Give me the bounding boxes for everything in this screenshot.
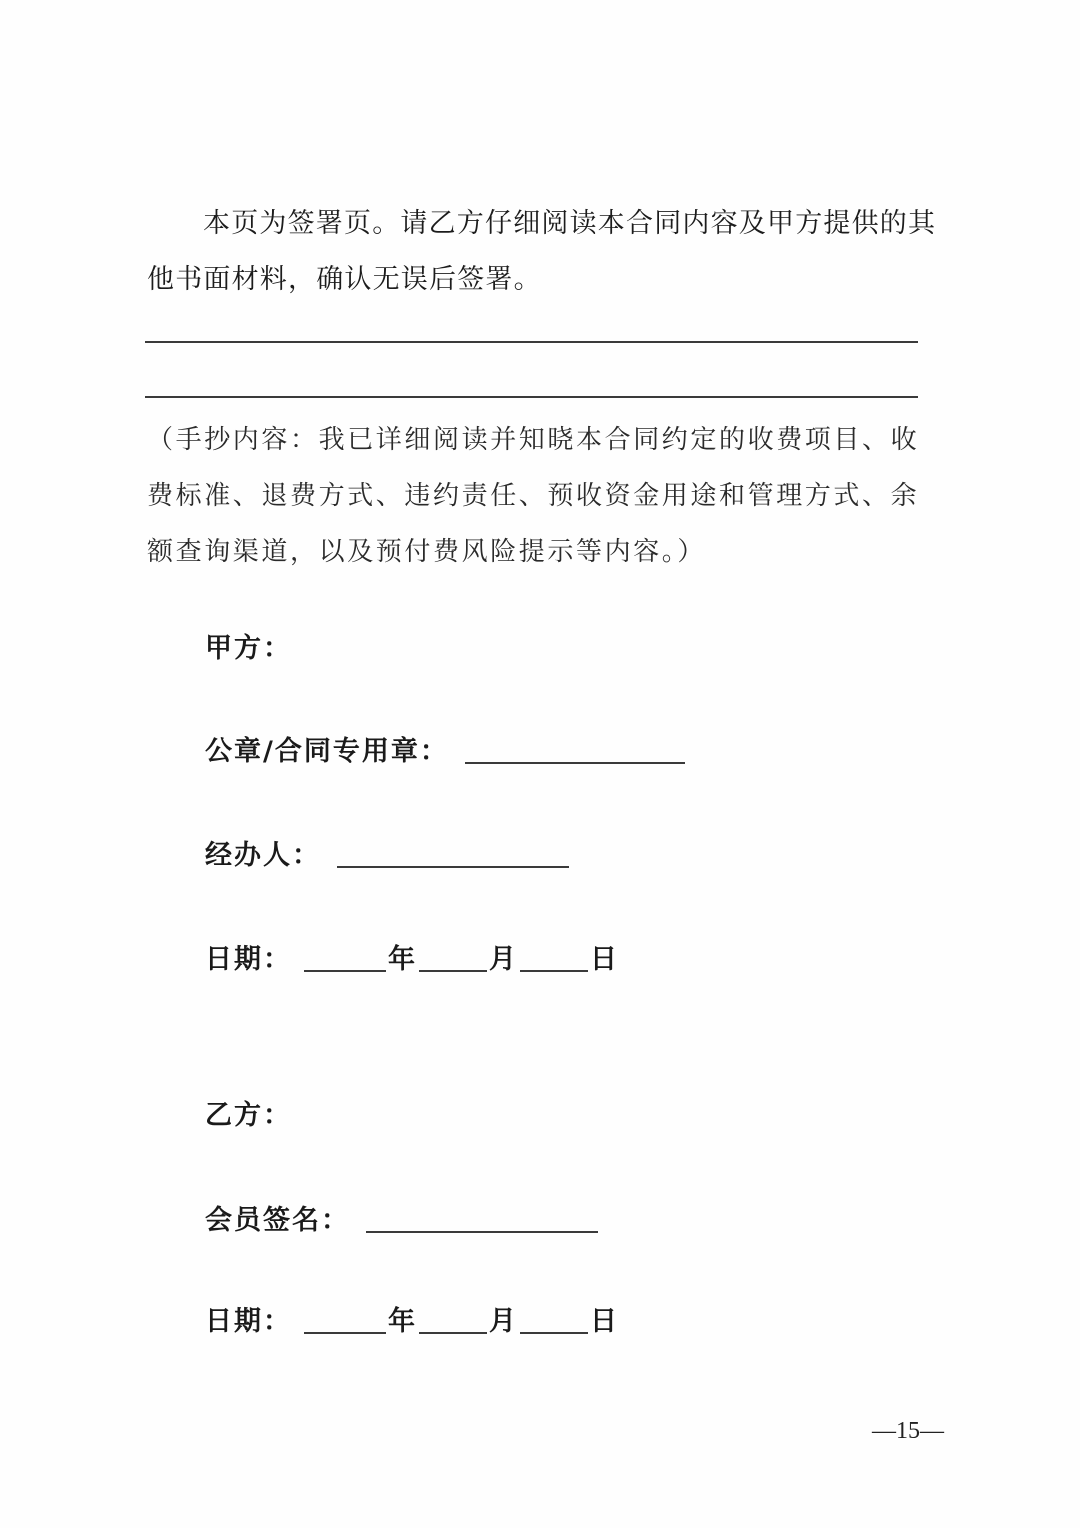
- party-b-member-sign-field: [205, 1198, 598, 1237]
- intro-paragraph: 本页为签署页。请乙方仔细阅读本合同内容及甲方提供的其他书面材料，确认无误后签署。: [147, 208, 937, 295]
- year-blank[interactable]: [304, 1331, 386, 1334]
- handwrite-instruction: （手抄内容：我已详细阅读并知晓本合同约定的收费项目、收费标准、退费方式、违约责任、预收资金用途和管理方式、余额查询渠道，以及预付费风险提示等内容。）: [147, 425, 920, 567]
- year-blank[interactable]: [304, 969, 386, 972]
- day-unit: 日: [590, 944, 619, 975]
- handler-blank[interactable]: [337, 865, 569, 868]
- party-a-handler-field: [205, 833, 569, 872]
- date-label: 日期：: [205, 1306, 292, 1337]
- party-a-heading: [205, 626, 292, 665]
- party-b-heading: [205, 1093, 292, 1132]
- year-unit: 年: [388, 1306, 417, 1337]
- page-number: —15—: [872, 1418, 944, 1444]
- handler-label: 经办人：: [205, 840, 321, 871]
- month-blank[interactable]: [419, 1331, 487, 1334]
- month-blank[interactable]: [419, 969, 487, 972]
- party-a-label: 甲方：: [205, 633, 292, 664]
- seal-label: 公章/合同专用章：: [205, 736, 449, 767]
- member-sign-label: 会员签名：: [205, 1205, 350, 1236]
- seal-blank[interactable]: [465, 761, 685, 764]
- year-unit: 年: [388, 944, 417, 975]
- handwrite-line-2[interactable]: [145, 396, 918, 398]
- party-a-date-field: [205, 937, 619, 976]
- day-blank[interactable]: [520, 1331, 588, 1334]
- date-label: 日期：: [205, 944, 292, 975]
- party-a-seal-field: [205, 729, 685, 768]
- member-sign-blank[interactable]: [366, 1230, 598, 1233]
- handwrite-line-1[interactable]: [145, 341, 918, 343]
- day-unit: 日: [590, 1306, 619, 1337]
- month-unit: 月: [489, 1306, 518, 1337]
- party-b-date-field: [205, 1299, 619, 1338]
- party-b-label: 乙方：: [205, 1100, 292, 1131]
- day-blank[interactable]: [520, 969, 588, 972]
- month-unit: 月: [489, 944, 518, 975]
